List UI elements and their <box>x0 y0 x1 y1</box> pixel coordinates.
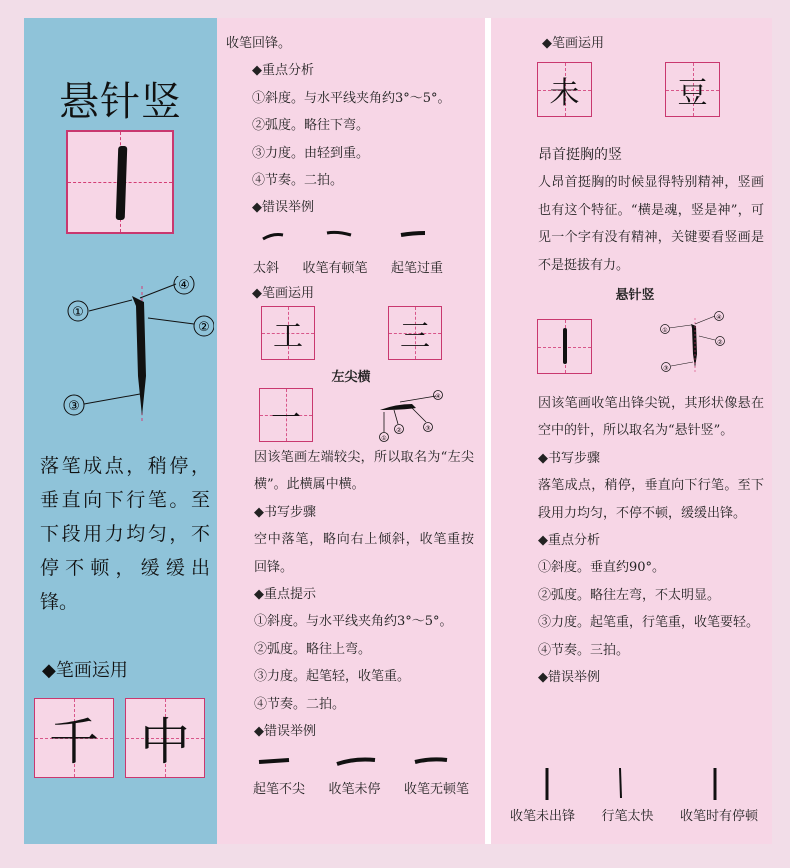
mid-error-1: 太斜 <box>253 261 280 276</box>
right-use-char-2: 豆 <box>677 75 708 111</box>
right-use-char-1: 未 <box>549 75 580 111</box>
svg-text:②: ② <box>396 427 402 434</box>
mid-stroke2-title: 左尖横 <box>331 370 371 385</box>
mid-err-heading: ◆错误举例 <box>252 200 314 216</box>
mid-stroke2-diagram <box>372 388 452 444</box>
mid-p2: 空中落笔，略向右上倾斜，收笔重按回锋。 <box>254 532 474 575</box>
svg-text:③: ③ <box>425 425 431 432</box>
mid-stroke2-box <box>259 388 313 442</box>
right-use-char-box-1 <box>537 62 592 117</box>
usage-char-box-1 <box>34 698 114 778</box>
right-key-3: ③力度。起笔重，行笔重，收笔要轻。 <box>538 615 760 631</box>
right-stroke-diagram <box>655 308 735 374</box>
usage-heading: ◆笔画运用 <box>42 660 128 681</box>
mid-key-4: ④节奏。二拍。 <box>252 173 344 189</box>
mid-error2-1: 起笔不尖 <box>253 782 306 797</box>
right-p2: 因该笔画收笔出锋尖锐，其形状像悬在空中的针，所以取名为“悬针竖”。 <box>538 396 764 439</box>
mid-steps-heading: ◆书写步骤 <box>254 504 316 520</box>
right-error-1: 收笔未出锋 <box>510 809 576 824</box>
middle-column <box>226 30 478 222</box>
mid-key-1: ①斜度。与水平线夹角约3°～5°。 <box>252 90 451 106</box>
svg-text:④: ④ <box>435 393 441 400</box>
stroke-title: 悬针竖 <box>59 79 182 125</box>
right-stroke-box <box>537 319 592 374</box>
mid-use-char-1: 工 <box>273 319 303 354</box>
right-error-3: 收笔时有停顿 <box>679 809 758 824</box>
mid-tip-1: ①斜度。与水平线夹角约3°～5°。 <box>254 614 453 630</box>
mid-error2-strokes <box>255 752 465 772</box>
mid-tips-heading: ◆重点提示 <box>254 587 316 603</box>
mid-use-heading-wrap <box>252 280 314 307</box>
mid-err2-heading: ◆错误举例 <box>254 724 316 740</box>
marker-2: ② <box>198 320 210 335</box>
mid-error2-3: 收笔无顿笔 <box>403 782 469 797</box>
right-error-2: 行笔太快 <box>601 809 654 824</box>
usage-char-2: 中 <box>140 713 190 771</box>
mid-stroke2-char: 一 <box>271 401 301 436</box>
mid-use-char-2: 三 <box>400 319 430 354</box>
right-upper-text <box>512 142 764 279</box>
mid-error2-labels <box>253 778 469 797</box>
right-error-labels <box>510 805 758 824</box>
svg-text:②: ② <box>717 339 723 346</box>
mid-key-3: ③力度。由轻到重。 <box>252 145 370 161</box>
mid-use-char-box-2 <box>388 306 442 360</box>
svg-text:①: ① <box>381 435 387 442</box>
mid-tip-3: ③力度。起笔轻，收笔重。 <box>254 669 411 685</box>
mid-line1: 收笔回锋。 <box>226 36 292 51</box>
mid-use-heading: ◆笔画运用 <box>252 286 314 301</box>
right-lower-text <box>512 390 764 691</box>
usage-char-1: 千 <box>49 713 99 771</box>
vertical-stroke-sample <box>116 146 128 220</box>
mid-error2-2: 收笔未停 <box>328 782 381 797</box>
right-stroke-title: 悬针竖 <box>615 288 655 303</box>
right-error-strokes <box>535 766 735 802</box>
right-key-heading: ◆重点分析 <box>538 533 600 549</box>
mid-use-char-box-1 <box>261 306 315 360</box>
svg-text:③: ③ <box>663 365 669 372</box>
mid-lower-text <box>228 444 474 745</box>
right-steps-heading: ◆书写步骤 <box>538 450 600 466</box>
right-key-2: ②弧度。略往左弯，不太明显。 <box>538 587 721 603</box>
mid-key-heading: ◆重点分析 <box>252 63 314 79</box>
marker-1: ① <box>72 305 84 320</box>
stroke-analysis-diagram <box>44 276 214 426</box>
mid-error-2: 收笔有顿笔 <box>302 261 368 276</box>
right-use-heading: ◆笔画运用 <box>542 36 604 51</box>
mid-error-labels <box>253 257 443 276</box>
right-use-char-box-2 <box>665 62 720 117</box>
marker-3: ③ <box>68 399 80 414</box>
main-stroke-box <box>66 130 174 234</box>
mid-tip-4: ④节奏。二拍。 <box>254 696 346 712</box>
right-p1: 人昂首挺胸的时候显得特别精神，竖画也有这个特征。“横是魂，竖是神”，可见一个字有没有精神，关键要看竖画是不是挺拔有力。 <box>538 175 764 273</box>
left-panel <box>24 18 217 844</box>
svg-text:①: ① <box>662 327 668 334</box>
mid-error-3: 起笔过重 <box>390 261 443 276</box>
mid-error-strokes <box>255 225 455 245</box>
mid-key-2: ②弧度。略往下弯。 <box>252 118 370 134</box>
right-sub-title: 昂首挺胸的竖 <box>538 147 622 163</box>
right-p3: 落笔成点，稍停，垂直向下行笔。至下段用力均匀，不停不顿，缓缓出锋。 <box>538 478 764 521</box>
usage-char-box-2 <box>125 698 205 778</box>
svg-text:④: ④ <box>716 314 722 321</box>
stroke-description: 落笔成点，稍停，垂直向下行笔。至下段用力均匀，不停不顿，缓缓出锋。 <box>40 455 210 613</box>
right-key-1: ①斜度。垂直约90°。 <box>538 560 666 576</box>
right-use-heading-wrap <box>516 30 604 57</box>
marker-4: ④ <box>178 278 190 293</box>
right-key-4: ④节奏。三拍。 <box>538 642 630 658</box>
mid-tip-2: ②弧度。略往上弯。 <box>254 641 372 657</box>
right-err-heading: ◆错误举例 <box>538 670 600 686</box>
mid-p1: 因该笔画左端较尖，所以取名为“左尖横”。此横属中横。 <box>254 450 474 493</box>
